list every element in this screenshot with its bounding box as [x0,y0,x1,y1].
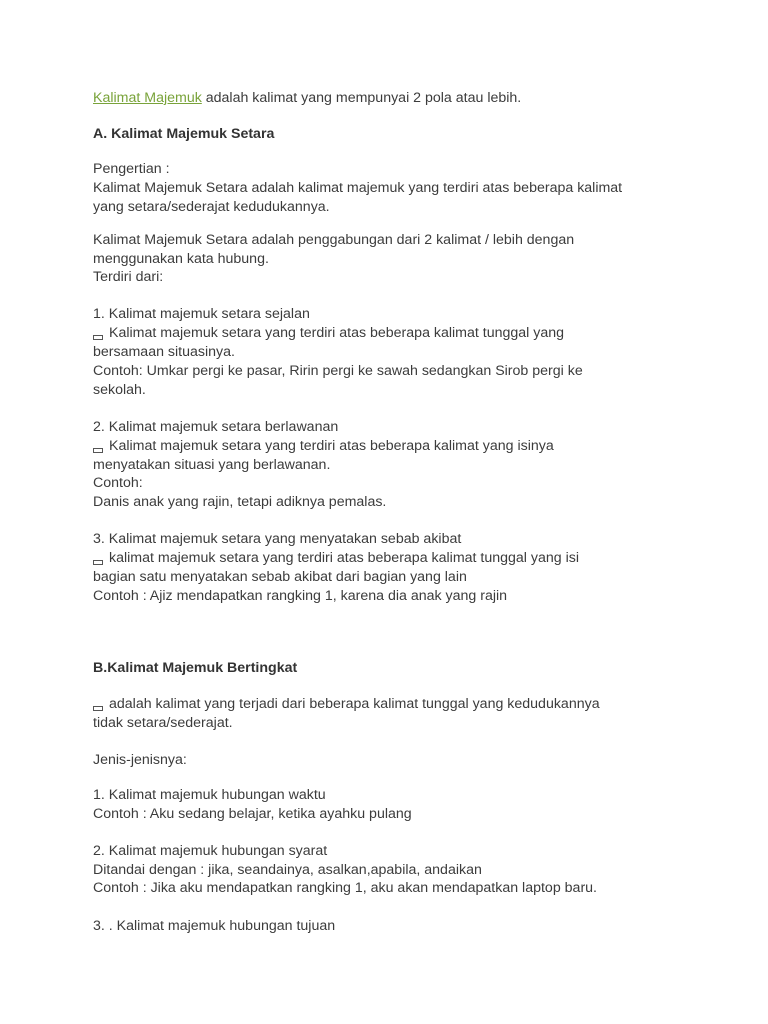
definition-line: yang setara/sederajat kedudukannya. [93,199,330,215]
list-item-title: 3. . Kalimat majemuk hubungan tujuan [93,918,336,934]
intro-line [93,89,521,108]
list-item-title: 2. Kalimat majemuk setara berlawanan [93,419,339,435]
section-a-heading: A. Kalimat Majemuk Setara [93,126,275,142]
list-item-example: Contoh : Aku sedang belajar, ketika ayahku pulang [93,806,412,822]
paragraph-line: Kalimat Majemuk Setara adalah penggabungan dari 2 kalimat / lebih dengan [93,232,575,248]
definition-line: Kalimat Majemuk Setara adalah kalimat majemuk yang terdiri atas beberapa kalimat [93,180,623,196]
list-item-example: Contoh : Ajiz mendapatkan rangking 1, karena dia anak yang rajin [93,588,508,604]
definition-line: tidak setara/sederajat. [93,715,233,731]
box-glyph-icon [93,560,103,565]
list-item-title: 3. Kalimat majemuk setara yang menyatakan sebab akibat [93,531,462,547]
jenis-label: Jenis-jenisnya: [93,752,187,768]
list-item-desc: menyatakan situasi yang berlawanan. [93,457,331,473]
pengertian-label: Pengertian : [93,161,170,177]
list-item-example: Contoh : Jika aku mendapatkan rangking 1, aku akan mendapatkan laptop baru. [93,880,597,896]
list-item-title: 2. Kalimat majemuk hubungan syarat [93,843,328,859]
section-b-heading: B.Kalimat Majemuk Bertingkat [93,660,298,676]
list-item-title: 1. Kalimat majemuk hubungan waktu [93,787,326,803]
list-item-title: 1. Kalimat majemuk setara sejalan [93,306,310,322]
list-item-example: Contoh: [93,475,143,491]
list-item-desc: bagian satu menyatakan sebab akibat dari bagian yang lain [93,569,467,585]
list-item-example: Danis anak yang rajin, tetapi adiknya pemalas. [93,494,387,510]
list-item-detail: Ditandai dengan : jika, seandainya, asalkan,apabila, andaikan [93,862,482,878]
intro-text: adalah kalimat yang mempunyai 2 pola atau lebih. [201,90,522,106]
kalimat-majemuk-link[interactable]: Kalimat Majemuk [93,90,202,106]
list-item-example: sekolah. [93,382,146,398]
definition-line: adalah kalimat yang terjadi dari beberapa kalimat tunggal yang kedudukannya [93,695,600,714]
box-glyph-icon [93,448,103,453]
box-glyph-icon [93,706,103,711]
box-glyph-icon [93,335,103,340]
list-item-desc: Kalimat majemuk setara yang terdiri atas beberapa kalimat yang isinya [93,437,554,456]
paragraph-line: menggunakan kata hubung. [93,251,269,267]
list-item-desc: bersamaan situasinya. [93,344,235,360]
list-item-desc: kalimat majemuk setara yang terdiri atas beberapa kalimat tunggal yang isi [93,549,579,568]
terdiri-label: Terdiri dari: [93,269,164,285]
list-item-example: Contoh: Umkar pergi ke pasar, Ririn pergi ke sawah sedangkan Sirob pergi ke [93,363,583,379]
list-item-desc: Kalimat majemuk setara yang terdiri atas beberapa kalimat tunggal yang [93,324,564,343]
